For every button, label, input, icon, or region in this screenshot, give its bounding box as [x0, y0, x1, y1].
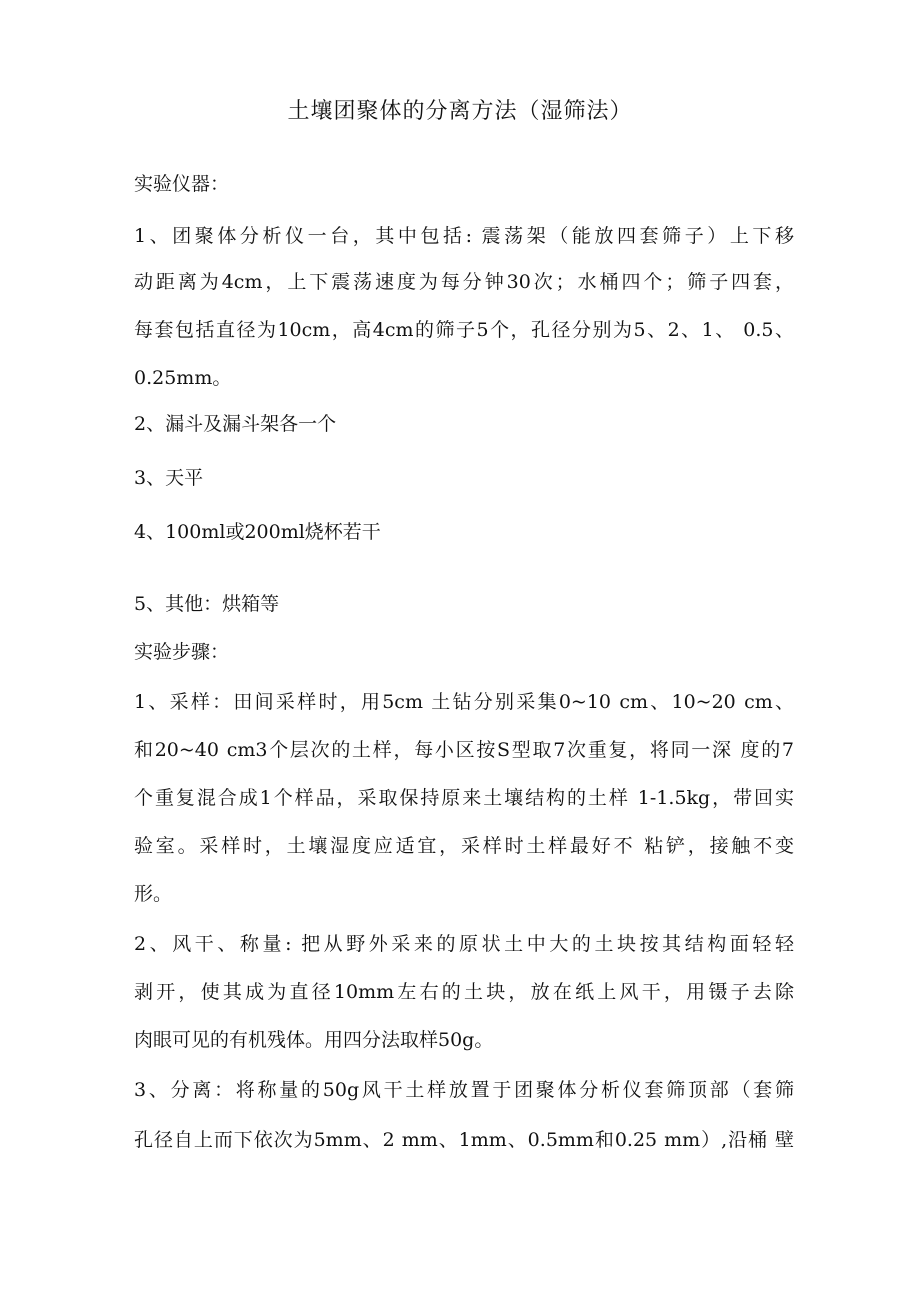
step-1-line-2: 和20~40 cm3个层次的土样，每小区按S型取7次重复，将同一深 度的7 — [134, 739, 794, 761]
step-1-line-5: 形。 — [134, 883, 173, 905]
step-2-line-1: 2、风干、称量: 把从野外采来的原状土中大的土块按其结构面轻轻 — [134, 933, 794, 955]
instrument-item-2: 2、漏斗及漏斗架各一个 — [134, 413, 337, 435]
step-1-line-3: 个重复混合成1个样品，采取保持原来土壤结构的土样 1-1.5kg，带回实 — [134, 787, 794, 809]
instrument-item-3: 3、天平 — [134, 467, 204, 489]
section-heading-instruments: 实验仪器： — [134, 173, 230, 195]
instrument-item-4: 4、100ml或200ml烧杯若干 — [134, 521, 381, 543]
instrument-item-5: 5、其他：烘箱等 — [134, 593, 280, 615]
step-2-line-3: 肉眼可见的有机残体。用四分法取样50g。 — [134, 1029, 494, 1051]
instrument-item-1-line-2: 动距离为4cm，上下震荡速度为每分钟30次；水桶四个；筛子四套， — [134, 271, 794, 293]
instrument-item-1-line-3: 每套包括直径为10cm，高4cm的筛子5个，孔径分别为5、2、1、 0.5、 — [134, 319, 794, 341]
step-2-line-2: 剥开，使其成为直径10mm左右的土块，放在纸上风干，用镊子去除 — [134, 981, 794, 1003]
step-3-line-2: 孔径自上而下依次为5mm、2 mm、1mm、0.5mm和0.25 mm）,沿桶 壁 — [134, 1129, 794, 1151]
instrument-item-1-line-4: 0.25mm。 — [134, 367, 232, 389]
section-heading-steps: 实验步骤： — [134, 641, 230, 663]
step-3-line-1: 3、分离：将称量的50g风干土样放置于团聚体分析仪套筛顶部（套筛 — [134, 1079, 794, 1101]
document-title: 土壤团聚体的分离方法（湿筛法） — [287, 99, 633, 124]
step-1-line-1: 1、采样：田间采样时，用5cm 土钻分别采集0~10 cm、10~20 cm、 — [134, 691, 794, 713]
step-1-line-4: 验室。采样时，土壤湿度应适宜，采样时土样最好不 粘铲，接触不变 — [134, 835, 794, 857]
instrument-item-1-line-1: 1、团聚体分析仪一台，其中包括: 震荡架（能放四套筛子）上下移 — [134, 225, 794, 247]
